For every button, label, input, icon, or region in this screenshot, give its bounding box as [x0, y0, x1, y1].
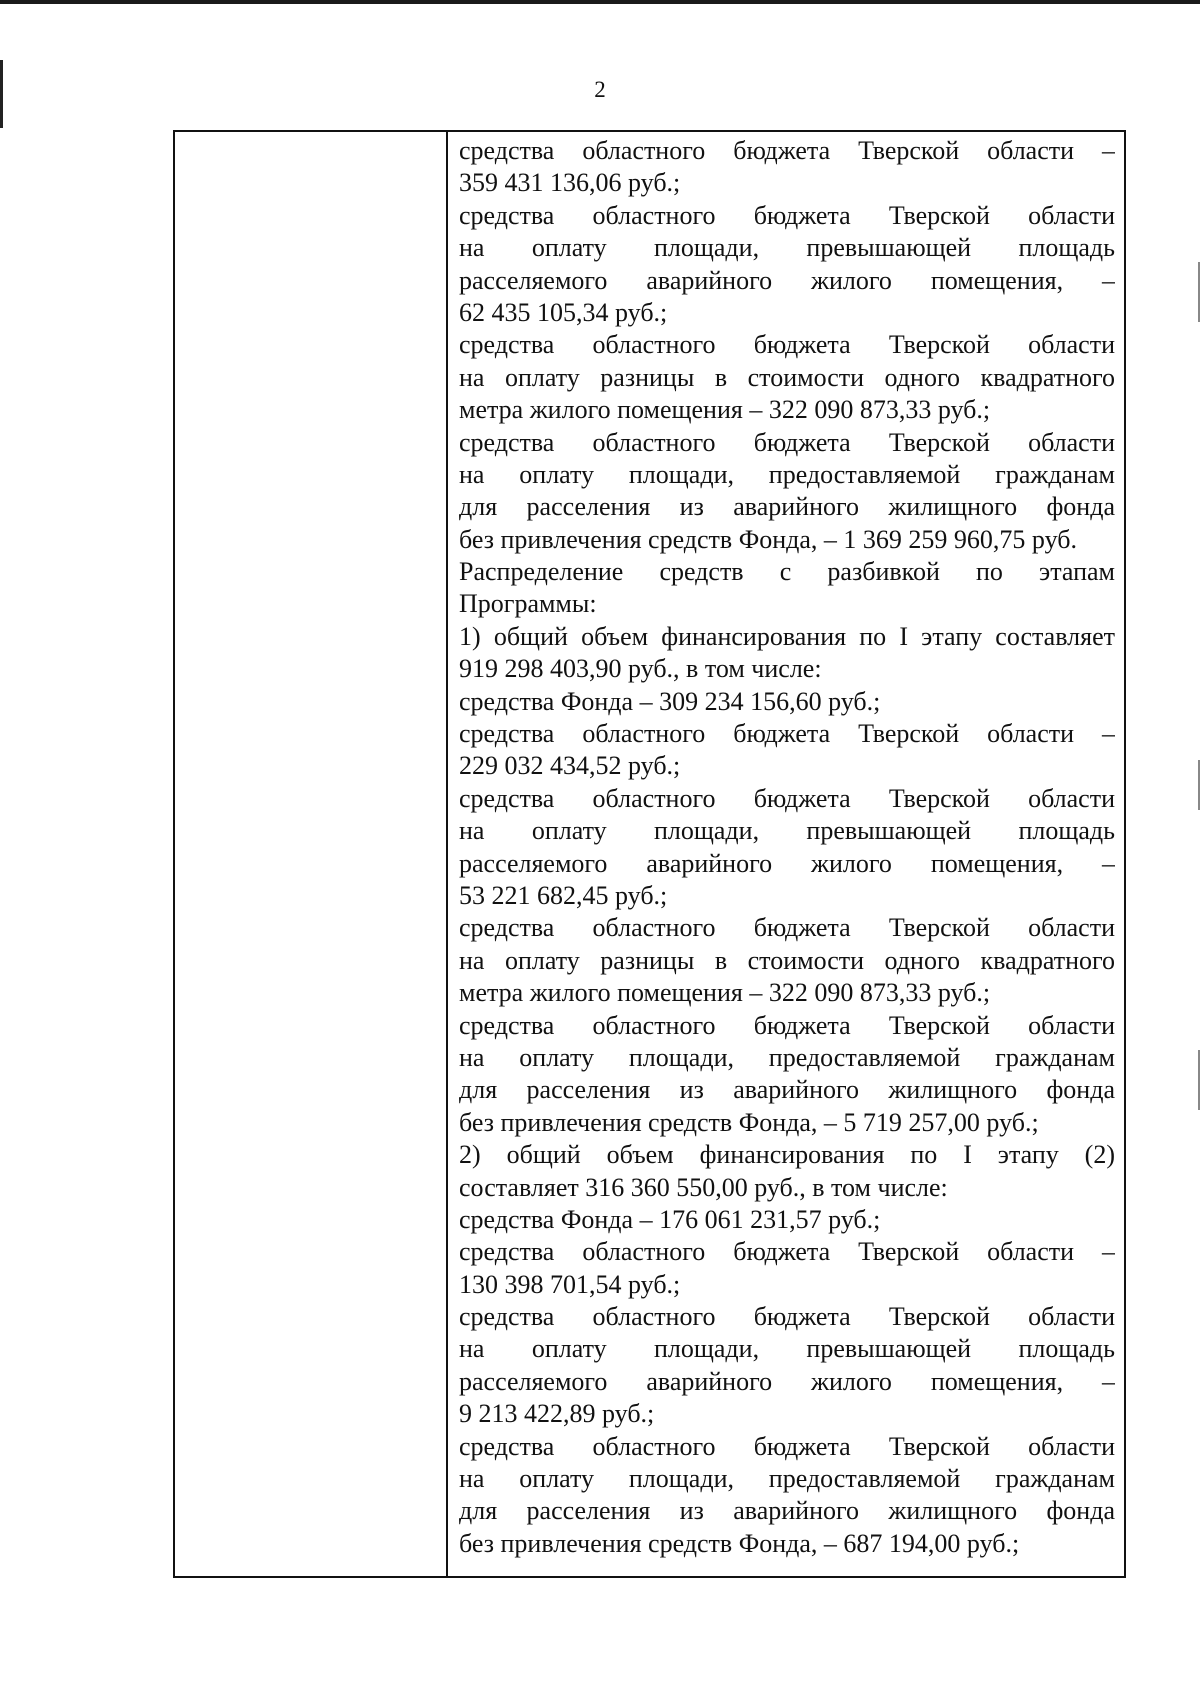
text-line: средства областного бюджета Тверской области	[459, 200, 1115, 230]
text-line: средства областного бюджета Тверской области	[459, 913, 1115, 943]
scan-top-edge	[0, 0, 1200, 4]
text-line: средства областного бюджета Тверской области –	[459, 719, 1115, 749]
table-left-column	[175, 132, 448, 1576]
text-line: на оплату площади, предоставляемой гражданам	[459, 1464, 1115, 1494]
text-line: средства областного бюджета Тверской области	[459, 783, 1115, 813]
text-line: без привлечения средств Фонда, – 1 369 259 960,75 руб.	[459, 524, 1077, 554]
text-line: 2) общий объем финансирования по I этапу (2)	[459, 1140, 1115, 1170]
text-line: средства областного бюджета Тверской области –	[459, 1237, 1115, 1267]
text-line: средства Фонда – 176 061 231,57 руб.;	[459, 1204, 881, 1234]
text-line: для расселения из аварийного жилищного фонда	[459, 1496, 1115, 1526]
text-line: для расселения из аварийного жилищного фонда	[459, 492, 1115, 522]
text-line: 53 221 682,45 руб.;	[459, 880, 668, 910]
text-line: средства областного бюджета Тверской области	[459, 1302, 1115, 1332]
text-line: расселяемого аварийного жилого помещения, –	[459, 1366, 1115, 1396]
text-line: на оплату разницы в стоимости одного квадратного	[459, 945, 1115, 975]
page-number: 2	[594, 77, 606, 102]
text-line: составляет 316 360 550,00 руб., в том числе:	[459, 1172, 948, 1202]
text-line: без привлечения средств Фонда, – 687 194,00 руб.;	[459, 1528, 1020, 1558]
text-line: на оплату площади, превышающей площадь	[459, 233, 1115, 263]
text-line: расселяемого аварийного жилого помещения, –	[459, 265, 1115, 295]
text-line: Программы:	[459, 589, 597, 619]
text-line: на оплату площади, превышающей площадь	[459, 1334, 1115, 1364]
text-line: на оплату площади, предоставляемой гражданам	[459, 1042, 1115, 1072]
text-line: 9 213 422,89 руб.;	[459, 1399, 655, 1429]
text-line: на оплату разницы в стоимости одного квадратного	[459, 362, 1115, 392]
text-line: на оплату площади, превышающей площадь	[459, 816, 1115, 846]
text-line: средства областного бюджета Тверской области	[459, 330, 1115, 360]
text-line: без привлечения средств Фонда, – 5 719 257,00 руб.;	[459, 1107, 1039, 1137]
text-line: 359 431 136,06 руб.;	[459, 168, 681, 198]
text-line: 130 398 701,54 руб.;	[459, 1269, 681, 1299]
text-line: 229 032 434,52 руб.;	[459, 751, 681, 781]
text-line: средства областного бюджета Тверской области	[459, 1431, 1115, 1461]
text-line: на оплату площади, предоставляемой гражданам	[459, 459, 1115, 489]
text-line: средства областного бюджета Тверской области	[459, 427, 1115, 457]
text-line: средства областного бюджета Тверской области –	[459, 136, 1115, 165]
table-right-column	[448, 132, 1124, 1576]
text-line: расселяемого аварийного жилого помещения, –	[459, 848, 1115, 878]
content-table	[173, 130, 1126, 1578]
text-line: Распределение средств с разбивкой по этапам	[459, 557, 1115, 587]
text-line: средства областного бюджета Тверской области	[459, 1010, 1115, 1040]
text-line: метра жилого помещения – 322 090 873,33 руб.;	[459, 978, 991, 1008]
text-line: 919 298 403,90 руб., в том числе:	[459, 654, 822, 684]
text-line: 62 435 105,34 руб.;	[459, 297, 668, 327]
text-line: для расселения из аварийного жилищного фонда	[459, 1075, 1115, 1105]
text-line: метра жилого помещения – 322 090 873,33 руб.;	[459, 395, 991, 425]
text-line: средства Фонда – 309 234 156,60 руб.;	[459, 686, 881, 716]
text-line: 1) общий объем финансирования по I этапу составляет	[459, 621, 1115, 651]
